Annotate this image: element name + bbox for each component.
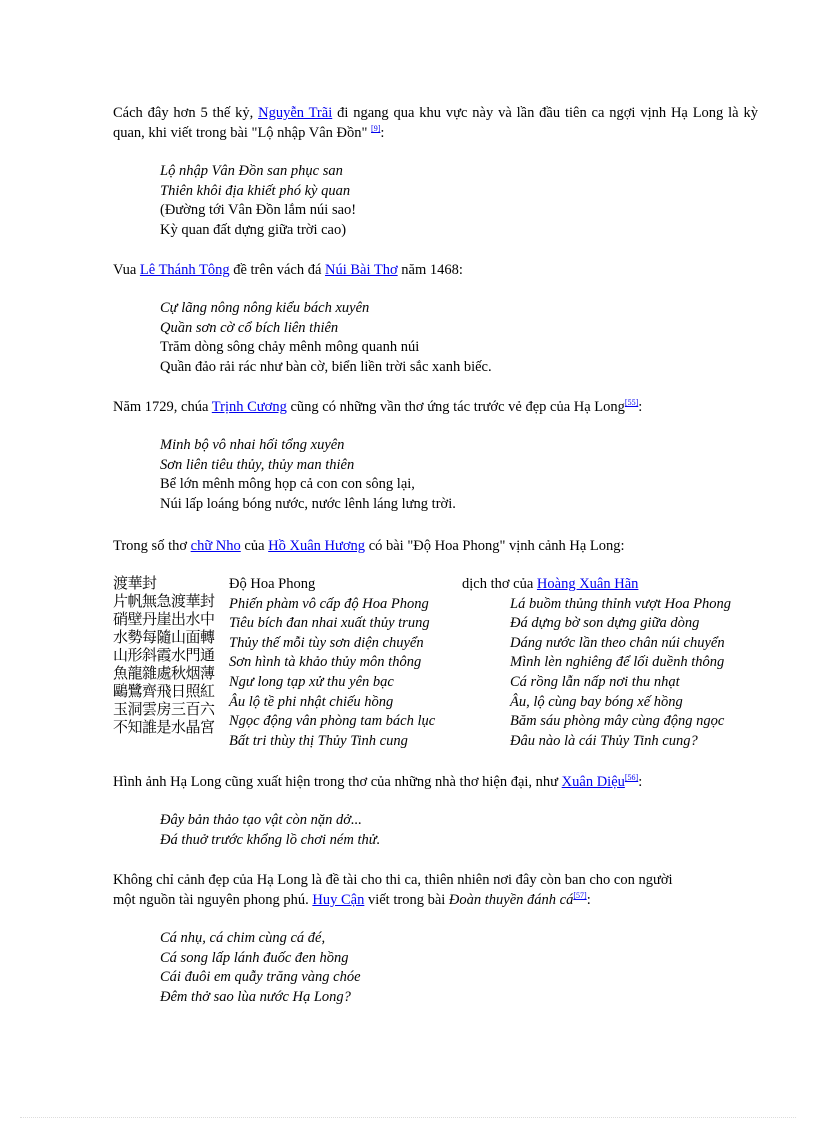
poem-line: Tiêu bích đan nhai xuất thủy trung [229,615,430,632]
poem-line: Cá song lấp lánh đuốc đen hồng [160,949,349,966]
intro-text: Cách đây hơn 5 thế kỷ, [113,105,259,121]
poem-line: Băm sáu phòng mây cùng động ngọc [510,713,725,730]
intro-text-2: đi ngang qua khu vực này và lần đầu tiên ca ngợi vịnh Hạ Long là kỳ quan, khi viết trong bài "Lộ nhập Vân Đồn" [113,105,758,141]
poem-line: Đêm thở sao lùa nước Hạ Long? [160,988,351,1005]
hanzi-line: 硝壁丹崖出水中 [113,610,215,628]
ref-56[interactable]: [56] [624,773,639,782]
p2-text-2: đề trên vách đá [229,262,326,278]
intro-end: : [380,125,385,141]
poem-line: Lộ nhập Vân Đồn san phục san [160,163,343,179]
p6-text: một nguồn tài nguyên phong phú. [113,892,313,908]
poem-line: Cá rồng lẫn nấp nơi thu nhạt [510,673,680,690]
p6-end: : [586,892,591,908]
poem-line: Đá thuở trước khổng lồ chơi ném thử. [160,831,381,848]
link-hoang-xuan-han[interactable]: Hoàng Xuân Hãn [536,576,639,592]
poem-line: Quần đảo rải rác như bàn cờ, biển liền trời sắc xanh biếc. [160,358,492,375]
link-nguyen-trai[interactable]: Nguyễn Trãi [258,105,333,121]
poem-line: Lá buồm thủng thỉnh vượt Hoa Phong [510,595,732,612]
poem-line: Âu, lộ cùng bay bóng xế hồng [510,693,683,710]
poem-lo-nhap-van-don [160,162,356,240]
hanzi-line: 山形斜霞水門通 [113,646,215,664]
paragraph-huy-can [113,870,758,910]
p2-text-3: năm 1468: [397,262,463,278]
poem-huy-can [160,929,361,1007]
paragraph-xuan-dieu [113,772,758,792]
p4-text-2: của [240,538,269,554]
poem-xuan-dieu [160,811,380,850]
poem-line: Cá nhụ, cá chim cùng cá đé, [160,930,326,946]
p3-text-2: cũng có những vần thơ ứng tác trước vẻ đẹp của Hạ Long [286,399,625,415]
poem-le-thanh-tong [160,299,492,377]
translation-heading [462,575,731,595]
poem-line: Đá dựng bờ son dựng giữa dòng [510,615,700,632]
p4-text-3: có bài "Độ Hoa Phong" vịnh cảnh Hạ Long: [365,538,625,554]
poem-line: Sơn liên tiêu thủy, thủy man thiên [160,456,355,473]
link-le-thanh-tong[interactable]: Lê Thánh Tông [139,262,230,278]
translation-heading-text: dịch thơ của [462,576,537,592]
p4-text: Trong số thơ [113,538,191,554]
work-title: Đoàn thuyền đánh cá [448,892,574,908]
paragraph-trinh-cuong [113,397,758,417]
link-nui-bai-tho[interactable]: Núi Bài Thơ [325,262,398,278]
poem-line: Cái đuôi em quẫy trăng vàng chóe [160,969,361,985]
paragraph-le-thanh-tong [113,260,758,280]
page-divider [20,1117,796,1118]
poem-title: Độ Hoa Phong [229,576,316,592]
hanzi-line: 片帆無急渡華封 [113,592,215,610]
poem-line: Âu lộ tề phi nhật chiếu hồng [229,693,394,710]
link-huy-can[interactable]: Huy Cận [312,892,365,908]
link-chu-nho[interactable]: chữ Nho [190,538,241,554]
poem-line: Thủy thế mỗi tùy sơn diện chuyển [229,634,424,651]
poem-line: Núi lấp loáng bóng nước, nước lênh láng lưng trời. [160,495,456,512]
p6-line-1: Không chỉ cảnh đẹp của Hạ Long là đề tài cho thi ca, thiên nhiên nơi đây còn ban cho con người [113,872,673,888]
paragraph-ho-xuan-huong [113,536,758,556]
poem-line: Sơn hình tà khảo thủy môn thông [229,654,422,671]
p3-text: Năm 1729, chúa [113,399,212,415]
poem-translation [462,575,731,751]
hanzi-line: 鷗鷺齊飛日照紅 [113,682,215,700]
p5-text: Hình ảnh Hạ Long cũng xuất hiện trong thơ của những nhà thơ hiện đại, như [113,774,562,790]
poem-line: Phiến phàm vô cấp độ Hoa Phong [229,595,429,612]
poem-line: Minh bộ vô nhai hối tổng xuyên [160,437,345,453]
poem-line: Mình lèn nghiêng để lối duềnh thông [510,654,725,671]
poem-line: Bể lớn mênh mông họp cả con con sông lại, [160,476,415,492]
p3-end: : [638,399,643,415]
p6-line-2 [113,890,758,910]
poem-line: Trăm dòng sông chảy mênh mông quanh núi [160,339,420,355]
hanzi-line: 玉洞雲房三百六 [113,700,215,718]
poem-line: Đâu nào là cái Thủy Tinh cung? [510,732,698,749]
hanzi-line: 水勢每隨山面轉 [113,628,215,646]
poem-chinese-original [113,574,231,736]
p2-text: Vua [113,262,140,278]
poem-line: Thiên khôi địa khiết phó kỳ quan [160,182,351,199]
poem-trinh-cuong [160,436,456,514]
poem-line: Quần sơn cờ cổ bích liên thiên [160,319,339,336]
intro-paragraph [113,103,758,143]
hanzi-line: 渡華封 [113,574,157,592]
poem-line: Dáng nước lần theo chân núi chuyển [510,634,725,651]
link-trinh-cuong[interactable]: Trịnh Cương [211,399,287,415]
poem-line: Bất tri thùy thị Thủy Tinh cung [229,732,408,749]
poem-line: Ngọc động vân phòng tam bách lục [229,713,436,730]
ref-55[interactable]: [55] [624,398,639,407]
poem-line: Cự lãng nông nông kiểu bách xuyên [160,300,370,316]
poem-line: Ngư long tạp xử thu yên bạc [229,673,394,690]
p6-text-2: viết trong bài [364,892,449,908]
ref-9[interactable]: [9] [371,124,381,133]
hanzi-line: 不知誰是水晶宮 [113,718,215,736]
ref-57[interactable]: [57] [573,891,587,900]
poem-line: Đây bản thảo tạo vật còn nặn dở... [160,812,362,828]
poem-sino-vietnamese [229,575,435,751]
hanzi-line: 魚龍雜處秋烟薄 [113,664,215,682]
poem-line: (Đường tới Vân Đồn lắm núi sao! [160,202,357,218]
p5-end: : [638,774,643,790]
link-ho-xuan-huong[interactable]: Hồ Xuân Hương [268,538,366,554]
poem-line: Kỳ quan đất dựng giữa trời cao) [160,221,347,238]
link-xuan-dieu[interactable]: Xuân Diệu [561,774,625,790]
